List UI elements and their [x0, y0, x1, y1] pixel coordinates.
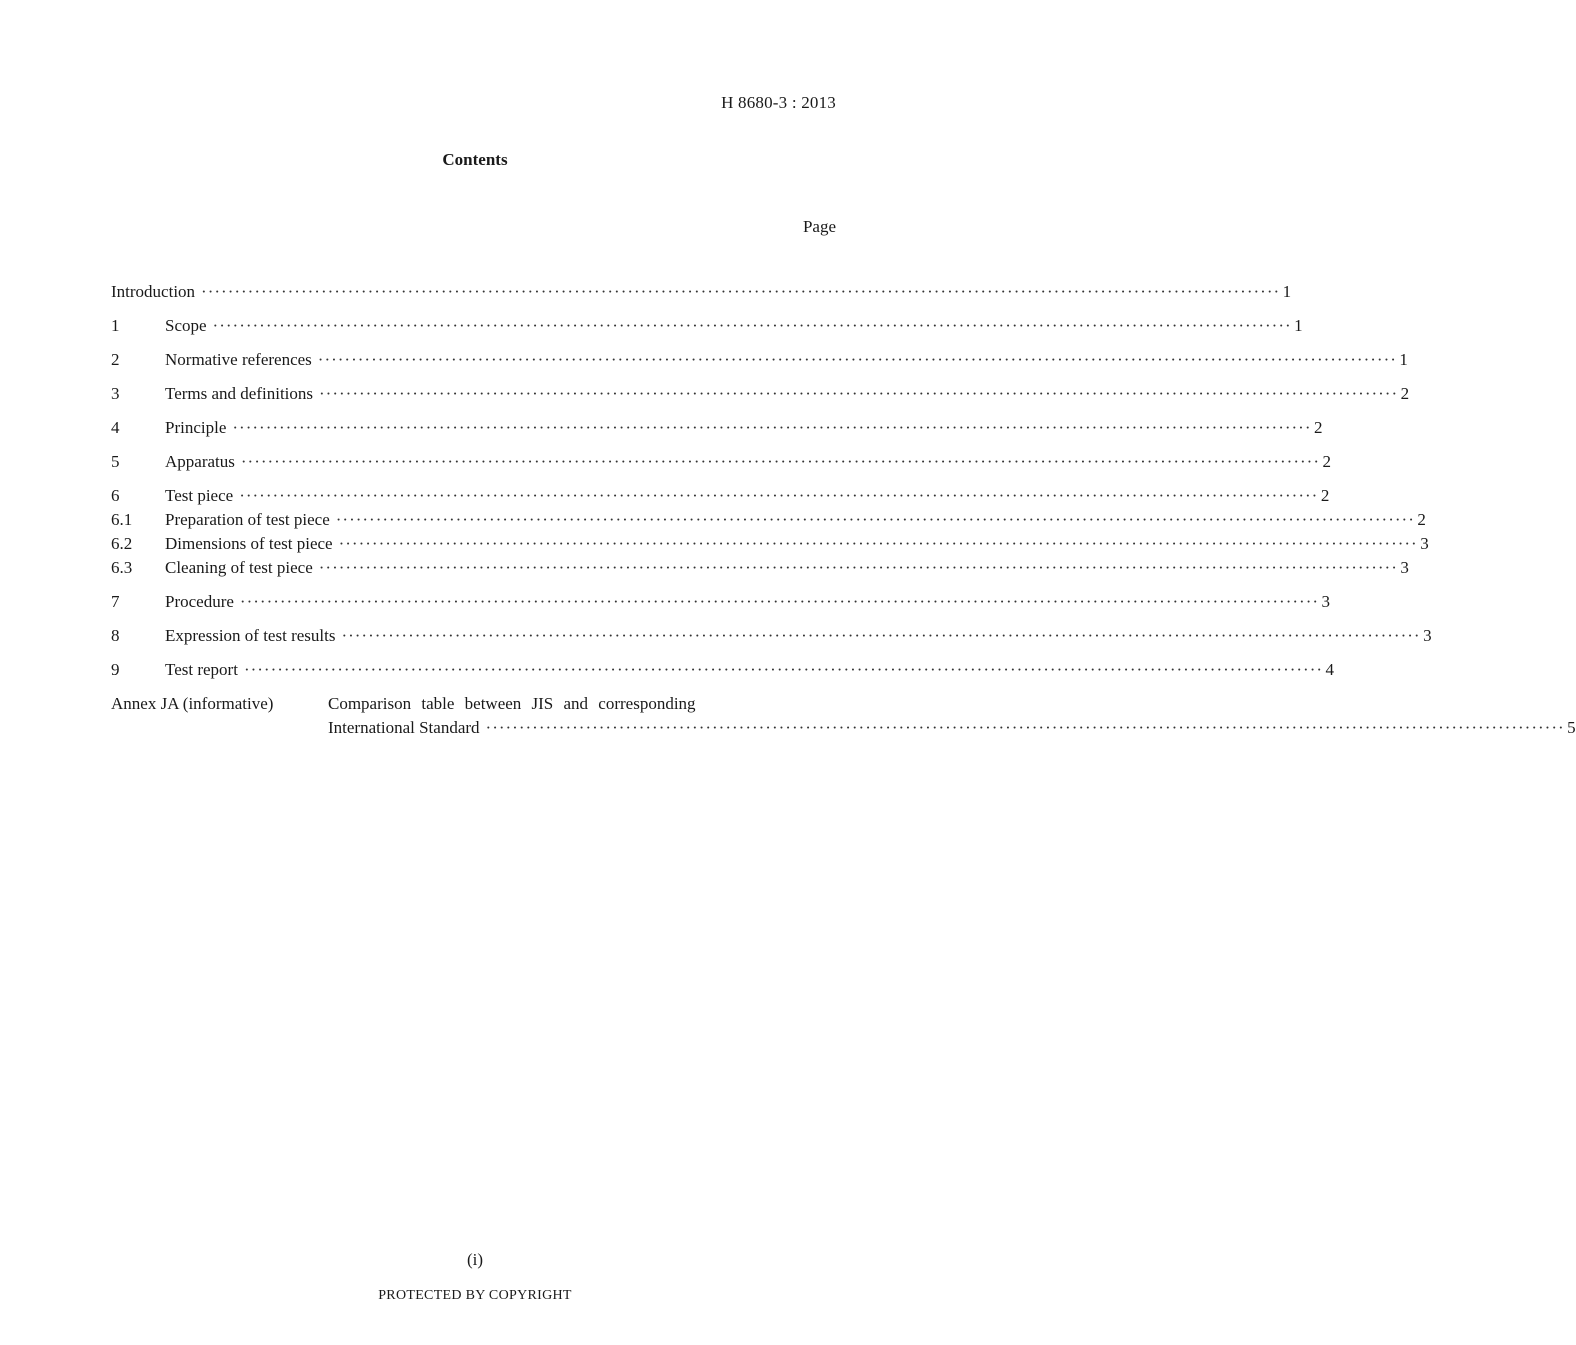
dot-leader: [319, 556, 1398, 580]
toc-entry-number: 6.3: [111, 558, 133, 577]
toc-entry-number: 6: [111, 486, 120, 505]
toc-entry-apparatus[interactable]: [111, 450, 1331, 474]
toc-entry-label: Principle: [165, 418, 227, 437]
toc-entry-scope[interactable]: [111, 314, 1303, 338]
dot-leader: [336, 508, 1415, 532]
toc-entry-label: Procedure: [165, 592, 234, 611]
dot-leader: [232, 416, 1311, 440]
toc-entry-label: Normative references: [165, 350, 312, 369]
toc-entry-page: 2: [1322, 452, 1331, 471]
toc-entry-introduction[interactable]: [111, 280, 1292, 304]
toc-entry-number: 3: [111, 384, 120, 403]
toc-entry-terms-and-definitions[interactable]: [111, 382, 1410, 406]
page-column-label: Page: [802, 217, 836, 236]
toc-entry-expression-of-test-results[interactable]: [111, 624, 1432, 648]
toc-entry-number: 9: [111, 660, 120, 679]
toc-entry-principle[interactable]: [111, 416, 1323, 440]
toc-entry-page: 2: [1400, 384, 1410, 403]
page-title: Contents: [442, 150, 508, 169]
dot-leader: [319, 382, 1398, 406]
dot-leader: [318, 348, 1397, 372]
toc-entry-number: 7: [111, 592, 120, 611]
annex-title-line-1: Comparison table between JIS and corresponding: [328, 694, 696, 713]
toc-entry-number: 1: [111, 316, 120, 335]
toc-entry-label: Expression of test results: [165, 626, 336, 645]
toc-entry-dimensions-of-test-piece[interactable]: [111, 532, 1429, 556]
toc-entry-page: 2: [1320, 486, 1330, 505]
dot-leader: [339, 532, 1418, 556]
toc-entry-preparation-of-test-piece[interactable]: [111, 508, 1426, 532]
dot-leader: [486, 716, 1565, 740]
toc-entry-label: Test piece: [165, 486, 234, 505]
toc-entry-label: Test report: [165, 660, 238, 679]
dot-leader: [213, 314, 1292, 338]
toc-entry-annex-ja[interactable]: [111, 692, 1576, 740]
dot-leader: [240, 590, 1319, 614]
document-id: H 8680-3 : 2013: [721, 93, 836, 112]
toc-entry-number: 8: [111, 626, 120, 645]
footer-page-number: (i): [466, 1250, 484, 1269]
toc-entry-page: 1: [1282, 282, 1292, 301]
toc-entry-test-report[interactable]: [111, 658, 1335, 682]
toc-entry-number: 6.1: [111, 510, 133, 529]
dot-leader: [239, 484, 1318, 508]
toc-entry-number: 5: [111, 452, 120, 471]
toc-entry-number: 4: [111, 418, 120, 437]
toc-entry-label: Apparatus: [165, 452, 235, 471]
toc-entry-label: Introduction: [111, 282, 196, 301]
dot-leader: [244, 658, 1323, 682]
toc-entry-label: Dimensions of test piece: [165, 534, 333, 553]
dot-leader: [341, 624, 1420, 648]
toc-entry-label: Cleaning of test piece: [165, 558, 313, 577]
toc-entry-page: 1: [1399, 350, 1408, 369]
annex-title: [328, 692, 1576, 740]
toc-entry-page: 3: [1321, 592, 1331, 611]
toc-entry-page: 2: [1314, 418, 1323, 437]
annex-page: 5: [1567, 718, 1576, 737]
toc-entry-normative-references[interactable]: [111, 348, 1408, 372]
dot-leader: [241, 450, 1320, 474]
toc-entry-procedure[interactable]: [111, 590, 1331, 614]
annex-title-line-2-row: [328, 716, 1576, 740]
annex-title-line-2: International Standard: [328, 718, 480, 737]
table-of-contents: [111, 280, 1576, 740]
toc-entry-label: Terms and definitions: [165, 384, 314, 403]
toc-entry-label: Preparation of test piece: [165, 510, 330, 529]
toc-entry-page: 1: [1294, 316, 1303, 335]
dot-leader: [201, 280, 1280, 304]
toc-entry-test-piece[interactable]: [111, 484, 1330, 508]
toc-entry-page: 2: [1417, 510, 1426, 529]
toc-entry-page: 3: [1400, 558, 1409, 577]
toc-entry-page: 4: [1325, 660, 1335, 679]
toc-entry-page: 3: [1423, 626, 1432, 645]
toc-entry-label: Scope: [165, 316, 207, 335]
toc-entry-number: 2: [111, 350, 120, 369]
toc-entry-number: 6.2: [111, 534, 133, 553]
copyright-notice: PROTECTED BY COPYRIGHT: [378, 1288, 572, 1303]
toc-entry-page: 3: [1420, 534, 1429, 553]
toc-entry-cleaning-of-test-piece[interactable]: [111, 556, 1409, 580]
annex-label: Annex JA (informative): [111, 694, 274, 713]
